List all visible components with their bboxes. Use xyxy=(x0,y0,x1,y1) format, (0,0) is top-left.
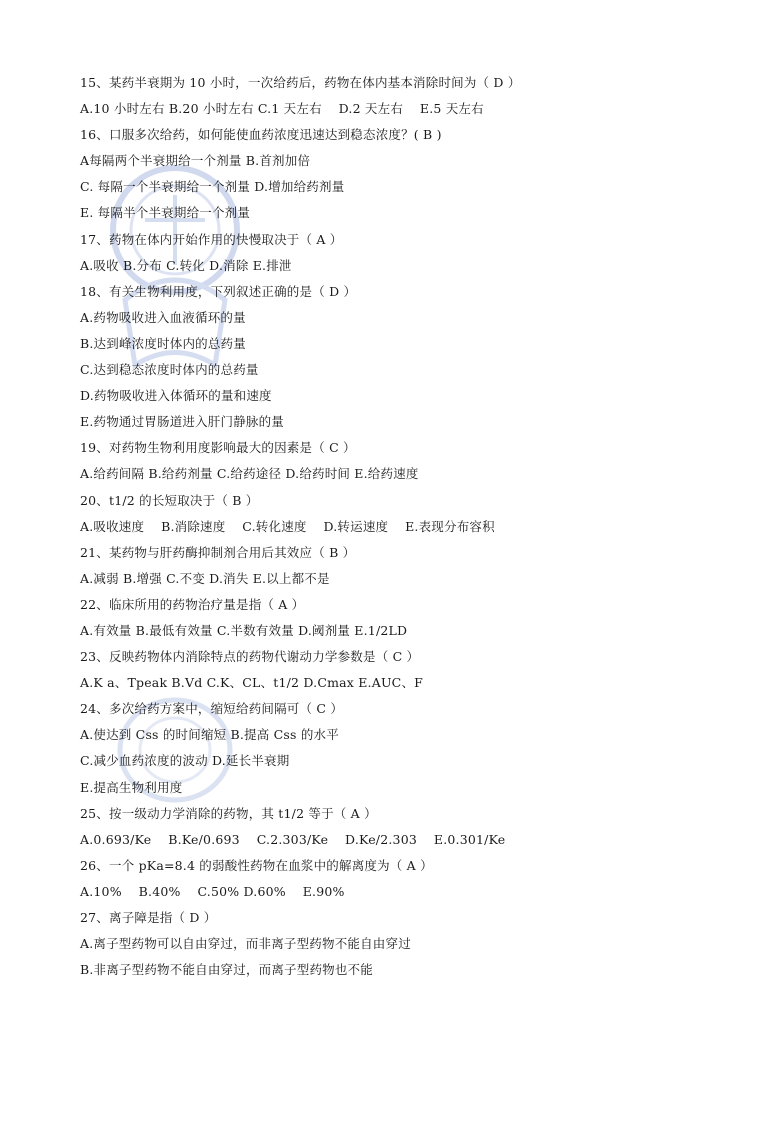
text-line: A.减弱 B.增强 C.不变 D.消失 E.以上都不是 xyxy=(80,570,330,586)
text-line: E.提高生物利用度 xyxy=(80,779,183,795)
text-line: A.给药间隔 B.给药剂量 C.给药途径 D.给药时间 E.给药速度 xyxy=(80,466,419,482)
text-line: A.10 小时左右 B.20 小时左右 C.1 天左右 D.2 天左右 E.5 天左右 xyxy=(80,101,484,117)
text-line: A.使达到 Css 的时间缩短 B.提高 Css 的水平 xyxy=(80,727,339,743)
text-line: 27、离子障是指（ D ） xyxy=(80,910,217,925)
text-line: C.减少血药浓度的波动 D.延长半衰期 xyxy=(80,753,290,769)
text-line: A.吸收速度 B.消除速度 C.转化速度 D.转运速度 E.表现分布容积 xyxy=(80,518,495,534)
text-line: 20、t1/2 的长短取决于（ B ） xyxy=(80,492,259,508)
text-line: 18、有关生物利用度，下列叙述正确的是（ D ） xyxy=(80,283,357,299)
text-line: A.0.693/Ke B.Ke/0.693 C.2.303/Ke D.Ke/2.303 E.0.301/Ke xyxy=(80,831,506,847)
text-line: 19、对药物生物利用度影响最大的因素是（ C ） xyxy=(80,440,356,456)
text-line: B.达到峰浓度时体内的总药量 xyxy=(80,335,246,351)
text-line: 17、药物在体内开始作用的快慢取决于（ A ） xyxy=(80,231,343,247)
text-line: 23、反映药物体内消除特点的药物代谢动力学参数是（ C ） xyxy=(80,649,420,665)
text-line: 21、某药物与肝药酶抑制剂合用后其效应（ B ） xyxy=(80,544,356,560)
text-line: 26、一个 pKa=8.4 的弱酸性药物在血浆中的解离度为（ A ） xyxy=(80,857,433,873)
text-line: 24、多次给药方案中，缩短给药间隔可（ C ） xyxy=(80,701,344,717)
text-line: E. 每隔半个半衰期给一个剂量 xyxy=(80,205,251,221)
text-line: A.有效量 B.最低有效量 C.半数有效量 D.阈剂量 E.1/2LD xyxy=(80,622,408,638)
text-line: A.吸收 B.分布 C.转化 D.消除 E.排泄 xyxy=(80,257,292,273)
text-line: A每隔两个半衰期给一个剂量 B.首剂加倍 xyxy=(80,153,311,169)
text-line: 25、按一级动力学消除的药物，其 t1/2 等于（ A ） xyxy=(80,805,377,821)
text-line: A.K a、Tpeak B.Vd C.K、CL、t1/2 D.Cmax E.AUC、F xyxy=(80,675,424,691)
text-line: 22、临床所用的药物治疗量是指（ A ） xyxy=(80,596,305,612)
text-line: 16、口服多次给药，如何能使血药浓度迅速达到稳态浓度？( B ) xyxy=(80,127,442,143)
text-line: A.10% B.40% C.50% D.60% E.90% xyxy=(80,883,345,899)
text-line: C. 每隔一个半衰期给一个剂量 D.增加给药剂量 xyxy=(80,179,345,195)
text-line: A.离子型药物可以自由穿过，而非离子型药物不能自由穿过 xyxy=(80,936,411,952)
text-line: B.非离子型药物不能自由穿过，而离子型药物也不能 xyxy=(80,962,373,978)
text-line: A.药物吸收进入血液循环的量 xyxy=(80,309,246,325)
text-line: C.达到稳态浓度时体内的总药量 xyxy=(80,362,259,378)
text-line: 15、某药半衰期为 10 小时，一次给药后，药物在体内基本消除时间为（ D ） xyxy=(80,75,521,90)
question-list xyxy=(80,70,700,983)
text-line: D.药物吸收进入体循环的量和速度 xyxy=(80,388,272,404)
text-line: E.药物通过胃肠道进入肝门静脉的量 xyxy=(80,414,284,430)
